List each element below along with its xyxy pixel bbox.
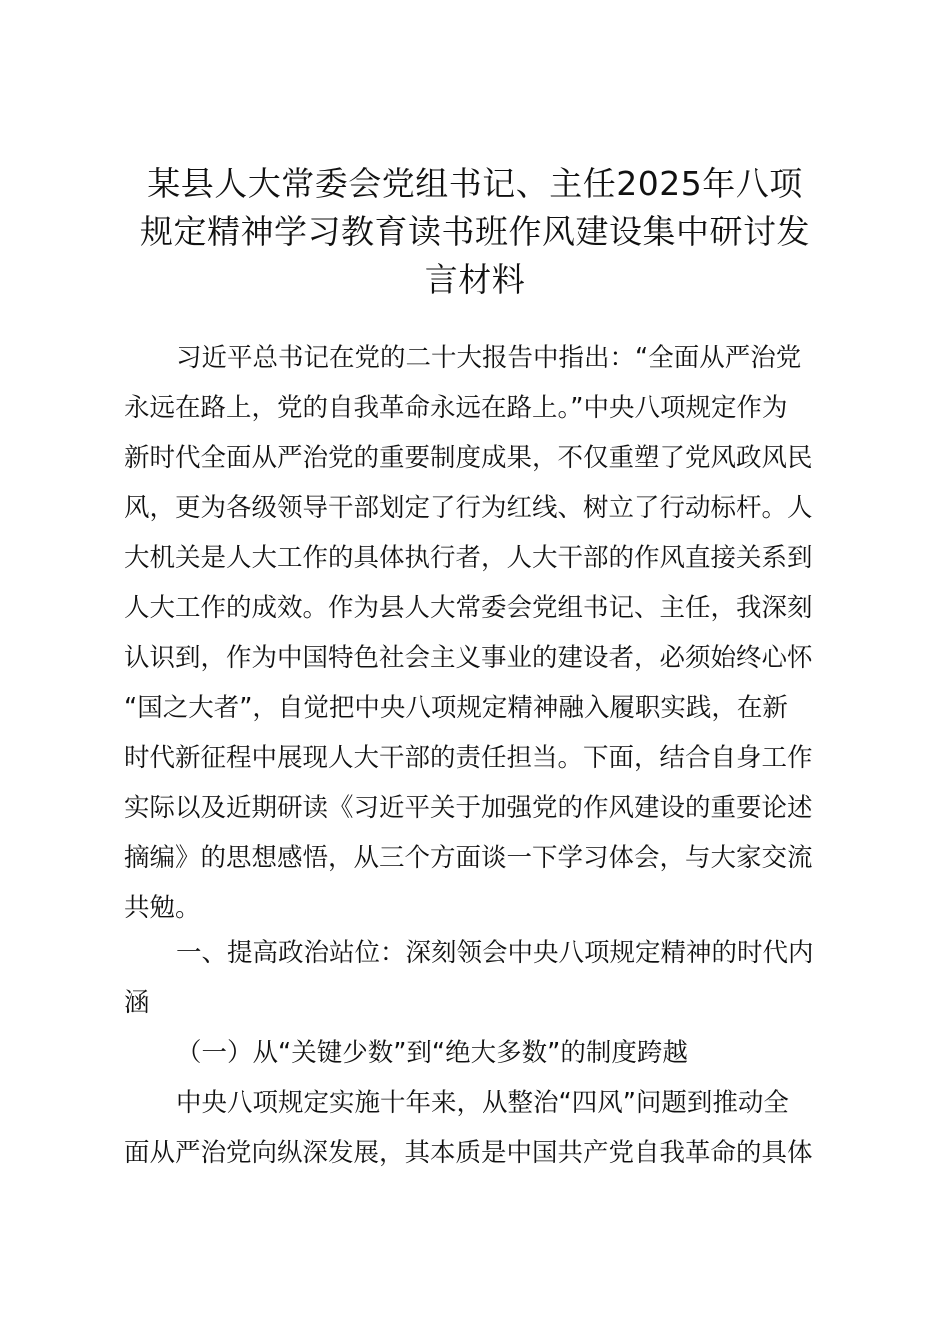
intro-line: 人大工作的成效。作为县人大常委会党组书记、主任，我深刻: [124, 593, 813, 623]
subsection-heading-1: [124, 1028, 832, 1078]
section-heading-line: 一、提高政治站位：深刻领会中央八项规定精神的时代内: [176, 938, 814, 968]
intro-line: 习近平总书记在党的二十大报告中指出：“全面从严治党: [176, 343, 802, 373]
intro-line: 风，更为各级领导干部划定了行为红线、树立了行动标杆。人: [124, 493, 813, 523]
intro-line: 永远在路上，党的自我革命永远在路上。”中央八项规定作为: [124, 393, 788, 423]
intro-line: 共勉。: [124, 893, 201, 923]
intro-line: 实际以及近期研读《习近平关于加强党的作风建设的重要论述: [124, 793, 813, 823]
intro-line: “国之大者”，自觉把中央八项规定精神融入履职实践，在新: [124, 693, 788, 723]
section-heading-line: 涵: [124, 988, 150, 1018]
intro-line: 认识到，作为中国特色社会主义事业的建设者，必须始终心怀: [124, 643, 813, 673]
paragraph-2: [124, 1078, 832, 1178]
title-line-2: 规定精神学习教育读书班作风建设集中研讨发: [140, 212, 810, 251]
intro-paragraph: [124, 333, 832, 933]
paragraph-line: 中央八项规定实施十年来，从整治“四风”问题到推动全: [176, 1088, 789, 1118]
title-line-3: 言材料: [424, 260, 526, 299]
intro-line: 时代新征程中展现人大干部的责任担当。下面，结合自身工作: [124, 743, 813, 773]
title-line-1: 某县人大常委会党组书记、主任2025年八项: [147, 164, 803, 203]
paragraph-line: 面从严治党向纵深发展，其本质是中国共产党自我革命的具体: [124, 1138, 813, 1168]
intro-line: 新时代全面从严治党的重要制度成果，不仅重塑了党风政风民: [124, 443, 813, 473]
document-title: [120, 160, 830, 304]
subsection-heading-line: （一）从“关键少数”到“绝大多数”的制度跨越: [176, 1038, 688, 1068]
intro-line: 摘编》的思想感悟，从三个方面谈一下学习体会，与大家交流: [124, 843, 813, 873]
intro-line: 大机关是人大工作的具体执行者，人大干部的作风直接关系到: [124, 543, 813, 573]
section-heading-1: [124, 928, 832, 1028]
